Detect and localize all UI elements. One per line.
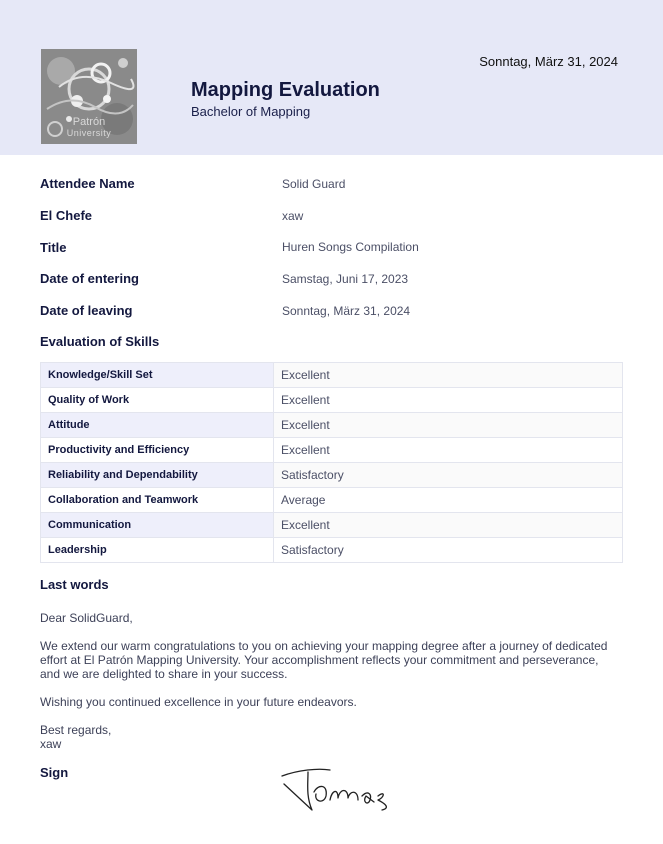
- header-date: Sonntag, März 31, 2024: [479, 54, 618, 69]
- letter-paragraph-1: We extend our warm congratulations to you on achieving your mapping degree after a journey of dedicated effort at El Patrón Mapping University. Your accomplishment reflects your commitment and perseverance, and we are delighted to share in your success.: [40, 639, 608, 681]
- chief-label: El Chefe: [40, 208, 93, 223]
- skill-name: Reliability and Dependability: [41, 463, 274, 488]
- title-value: Huren Songs Compilation: [282, 240, 419, 254]
- skill-name: Communication: [41, 513, 274, 538]
- handwritten-signature: [278, 762, 408, 823]
- last-words-title: Last words: [40, 577, 109, 592]
- table-row: [41, 488, 623, 513]
- skill-name: Attitude: [41, 413, 274, 438]
- chief-value: xaw: [282, 209, 304, 223]
- letter-body: [40, 611, 620, 751]
- letter-closing-name: xaw: [40, 737, 62, 751]
- document-subtitle: Bachelor of Mapping: [191, 104, 311, 119]
- table-row: [41, 463, 623, 488]
- university-logo: [41, 49, 137, 144]
- letter-paragraph-2: Wishing you continued excellence in your future endeavors.: [40, 695, 357, 709]
- skill-name: Leadership: [41, 538, 274, 563]
- skill-rating: Excellent: [274, 513, 623, 538]
- document-title: Mapping Evaluation: [191, 79, 380, 101]
- skill-name: Collaboration and Teamwork: [41, 488, 274, 513]
- table-row: [41, 363, 623, 388]
- letter-greeting: Dear SolidGuard,: [40, 611, 133, 625]
- table-row: [41, 413, 623, 438]
- logo-text-line2: University: [66, 128, 112, 138]
- header-band: [0, 0, 663, 155]
- skills-section-title: Evaluation of Skills: [40, 334, 160, 349]
- logo-text-line1: Patrón: [72, 116, 106, 128]
- skill-rating: Excellent: [274, 363, 623, 388]
- date-entering-label: Date of entering: [40, 271, 139, 286]
- title-label: Title: [40, 240, 67, 255]
- table-row: [41, 438, 623, 463]
- skill-rating: Satisfactory: [274, 538, 623, 563]
- letter-closing: Best regards,: [40, 723, 112, 737]
- table-row: [41, 388, 623, 413]
- date-leaving-value: Sonntag, März 31, 2024: [282, 304, 411, 318]
- date-entering-value: Samstag, Juni 17, 2023: [282, 272, 409, 286]
- date-leaving-label: Date of leaving: [40, 303, 133, 318]
- skill-rating: Average: [274, 488, 623, 513]
- skill-name: Knowledge/Skill Set: [41, 363, 274, 388]
- skill-rating: Excellent: [274, 413, 623, 438]
- attendee-name-label: Attendee Name: [40, 176, 135, 191]
- skills-table: [40, 362, 623, 563]
- table-row: [41, 513, 623, 538]
- signature-drawing: [278, 762, 408, 818]
- skill-name: Quality of Work: [41, 388, 274, 413]
- skill-rating: Satisfactory: [274, 463, 623, 488]
- skill-rating: Excellent: [274, 388, 623, 413]
- attendee-name-value: Solid Guard: [282, 177, 346, 191]
- skill-rating: Excellent: [274, 438, 623, 463]
- sign-label: Sign: [40, 765, 69, 780]
- table-row: [41, 538, 623, 563]
- skill-name: Productivity and Efficiency: [41, 438, 274, 463]
